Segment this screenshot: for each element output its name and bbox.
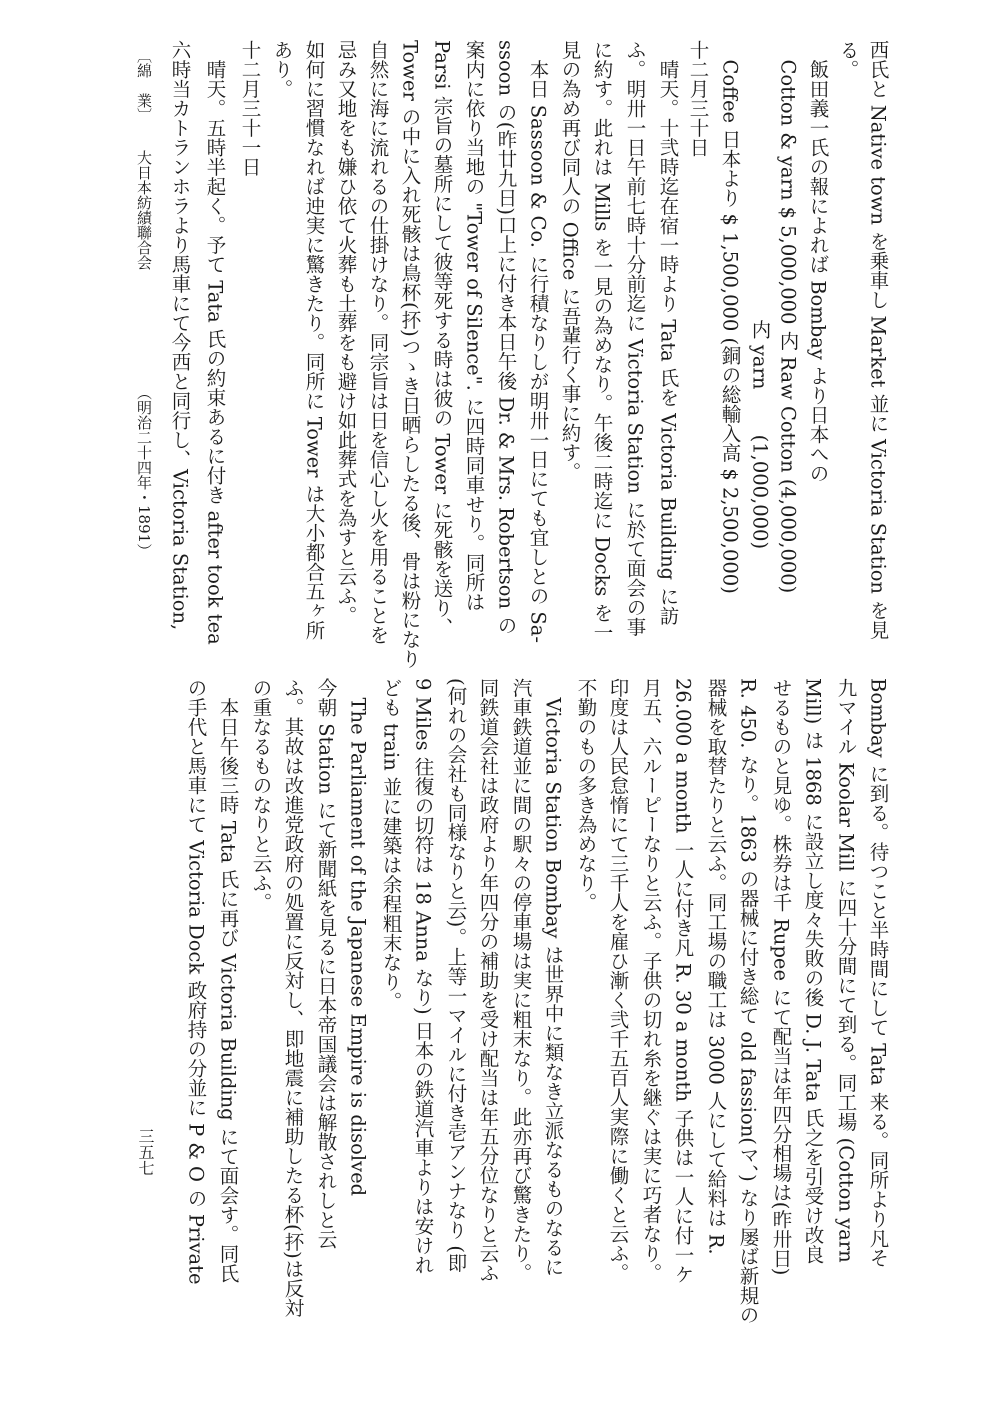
text-column: あり。 (270, 40, 294, 99)
text-column: 見の為め再び同人の Office に吾輩行く事に約す。 (558, 40, 582, 482)
text-column: Victoria Station Bombay は世界中に類なき立派なるものなるに (541, 678, 565, 1277)
text-column: る。 (836, 40, 860, 79)
page-number: 三五七 (136, 1128, 155, 1176)
text-column: 器械を取替たりと云ふ。同工場の職工は 3000 人にして給料は R. (704, 678, 728, 1255)
text-column: Coffee 日本より $ 1,500,000 (銅の総輸入高 $ 2,500,000) (718, 40, 742, 594)
text-column: の重なるものなりと云ふ。 (249, 678, 273, 912)
text-column: せるものと見ゆ。株券は千 Rupee にて配当は年四分相場は(昨卅日) (769, 678, 793, 1276)
text-column: 六時当カトランホラより馬車にて今西と同行し、Victoria Station, (168, 40, 192, 631)
footer-section: 〔綿 業〕 (135, 48, 153, 123)
text-column: Mill) は 1868 に設立し度々失敗の後 D. J. Tata 氏之を引受け改良 (801, 678, 825, 1265)
text-column: 今朝 Station にて新聞紙を見るに日本帝国議会は解散されしと云 (314, 678, 338, 1250)
text-column: ふ。明卅一日午前七時十分前迄に Victoria Station に於て面会の事 (623, 40, 647, 637)
text-column: の手代と馬車にて Victoria Dock 政府持の分並に P & O の Private (184, 678, 208, 1285)
text-column: R. 450. なり。1863 の器械に付き総て old fassion(マ、) なり屡ば新規の (736, 678, 760, 1325)
text-column: 本日午後三時 Tata 氏に再び Victoria Building にて面会す。同氏 (216, 678, 240, 1283)
date-heading: 十二月三十一日 (238, 40, 262, 177)
text-column: 9 Miles 往復の切符は 18 Anna なり) 日本の鉄道汽車よりは安けれ (411, 678, 435, 1275)
text-column: 印度は人民怠惰にて三千人を雇ひ漸く弐千五百人実際に働くと云ふ。 (606, 678, 630, 1283)
text-column: The Parliament of the Japanese Empire is disolved (346, 678, 370, 1197)
text-column: に約す。此れは Mills を一見の為めなり。午後二時迄に Docks を一 (590, 40, 614, 642)
text-column: 不勤のもの多き為めなり。 (574, 678, 598, 912)
text-column: ども train 並に建築は余程粗末なり。 (379, 678, 403, 1011)
text-column: 汽車鉄道並に間の駅々の停車場は実に粗末なり。此亦再び驚きたり。 (509, 678, 533, 1283)
footer-era: （明治二十四年・1891） (135, 385, 153, 559)
date-heading: 十二月三十日 (686, 40, 710, 157)
text-column: 本日 Sassoon & Co. に行積なりしが明卅一日にても宜しとの Sa- (526, 40, 550, 643)
text-column: Bombay に到る。待つこと半時間にして Tata 来る。同所より凡そ (866, 678, 890, 1268)
text-column: 内 yarn (1,000,000) (748, 40, 772, 550)
text-column: 晴天。十弐時迄在宿一時より Tata 氏を Victoria Building に訪 (656, 40, 680, 626)
footer-publisher: 大日本紡績聯合会 (135, 150, 153, 270)
text-column: ふ。其故は改進党政府の処置に反対し、即地震に補助したる杯(抔)は反対 (281, 678, 305, 1318)
text-column: 忌み又地をも嫌ひ依て火葬も土葬をも避け如此葬式を為すと云ふ。 (334, 40, 358, 625)
text-column: ssoon の(昨廿九日)口上に付き本日午後 Dr. & Mrs. Robertson の (494, 40, 518, 635)
text-column: 自然に海に流れるの仕掛けなり。同宗旨は日を信心し火を用ることを (366, 40, 390, 645)
text-column: Parsi 宗旨の墓所にして彼等死する時は彼の Tower に死骸を送り、 (430, 40, 454, 637)
text-column: 西氏と Native town を乗車し Market 並に Victoria Station を見 (866, 40, 890, 640)
text-column: 如何に習慣なれば迚実に驚きたり。同所に Tower は大小都合五ヶ所 (302, 40, 326, 640)
text-column: (何れの会社も同様なりと云)。上等一マイルに付き壱アンナなり (即 (444, 678, 468, 1273)
text-column: 飯田義一氏の報によれば Bombay より日本への (806, 40, 830, 484)
text-column: Cotton & yarn $ 5,000,000 内 Raw Cotton (4,000,000) (776, 40, 800, 594)
text-column: 同鉄道会社は政府より年四分の補助を受け配当は年五分位なりと云ふ (476, 678, 500, 1283)
text-column: 晴天。五時半起く。予て Tata 氏の約束あるに付き after took tea (203, 40, 227, 645)
text-column: 26.000 a month 一人に付き凡 R. 30 a month 子供は一人に付一ケ (671, 678, 695, 1284)
text-column: 九マイル Koolar Mill に四十分間にて到る。同工場 (Cotton yarn (834, 678, 858, 1263)
text-column: 案内に依り当地の "Tower of Silence". に四時同車せり。同所は (462, 40, 486, 612)
text-column: 月五、六ルーピーなりと云ふ。子供の切れ糸を継ぐは実に巧者なり。 (639, 678, 663, 1283)
text-column: Tower の中に入れ死骸は鳥杯(抔)つゝき日晒らしたる後、骨は粉になり (398, 40, 422, 669)
